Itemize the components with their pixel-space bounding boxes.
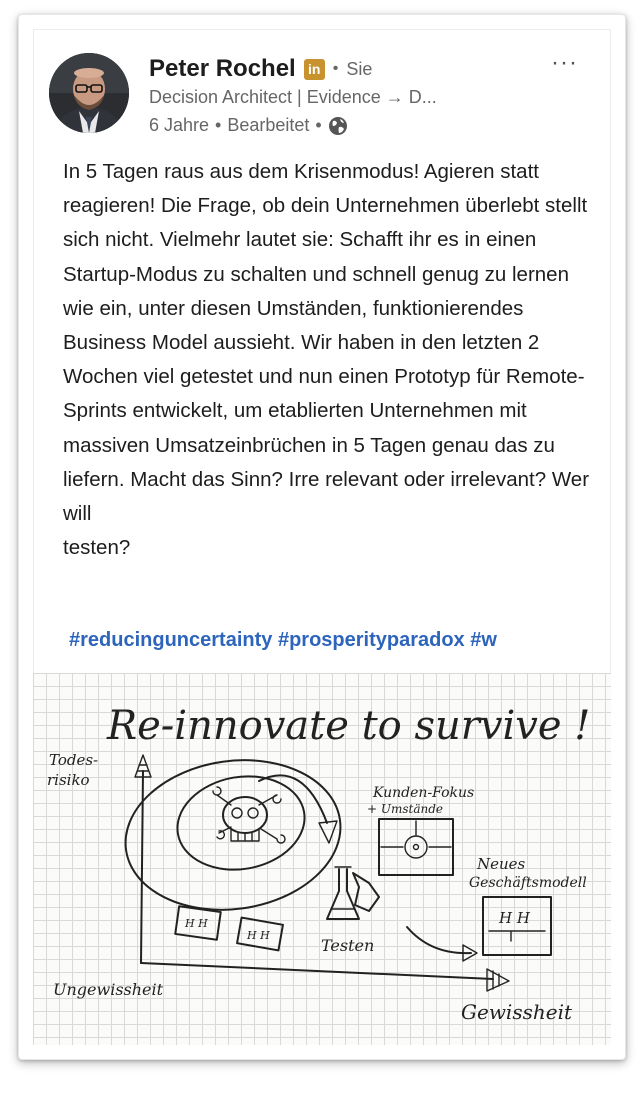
exit-arrowhead bbox=[319, 821, 337, 843]
hashtag-list bbox=[69, 629, 587, 652]
testing-label: Testen bbox=[321, 936, 375, 955]
customer-focus-label: + Umstände bbox=[367, 802, 444, 816]
avatar-photo bbox=[49, 53, 129, 133]
avatar[interactable] bbox=[49, 53, 129, 133]
target-center bbox=[414, 845, 419, 850]
hashtag-link[interactable]: #prosperityparadox bbox=[277, 629, 465, 651]
globe-icon bbox=[328, 116, 348, 136]
relation-label: Sie bbox=[346, 58, 373, 79]
small-card-2 bbox=[237, 918, 283, 951]
flask-icon bbox=[327, 867, 379, 919]
more-options-button[interactable]: ··· bbox=[551, 49, 578, 76]
author-name[interactable]: Peter Rochel bbox=[149, 55, 296, 82]
target-lines bbox=[381, 821, 451, 847]
progress-arrow bbox=[407, 927, 471, 953]
author-row bbox=[149, 55, 372, 83]
x-axis bbox=[141, 963, 493, 979]
target-icon bbox=[405, 836, 427, 858]
hashtag-link[interactable]: #reducinguncertainty bbox=[69, 629, 273, 651]
x-axis-arrow bbox=[487, 969, 509, 991]
new-model-mark: H H bbox=[499, 909, 530, 927]
sketch-drawing bbox=[33, 673, 611, 1045]
separator-dot: • bbox=[315, 115, 322, 135]
post-meta bbox=[149, 115, 348, 136]
separator-dot: • bbox=[215, 115, 222, 135]
post-card bbox=[18, 14, 626, 1060]
edited-label: Bearbeitet bbox=[227, 115, 310, 135]
x-axis-label-right: Gewissheit bbox=[461, 1000, 573, 1024]
author-headline: Decision Architect | Evidence → D... bbox=[149, 87, 437, 107]
linkedin-icon: in bbox=[304, 59, 325, 80]
post-age[interactable]: 6 Jahre bbox=[149, 115, 210, 135]
y-axis-label: risiko bbox=[47, 771, 90, 789]
inner-crisis-circle bbox=[170, 767, 312, 880]
separator-dot: • bbox=[332, 60, 339, 77]
small-card-1 bbox=[175, 906, 220, 940]
x-axis-label-left: Ungewissheit bbox=[53, 980, 164, 999]
post-text bbox=[63, 155, 591, 565]
hashtag-link[interactable]: #w bbox=[470, 629, 497, 651]
skull-icon bbox=[213, 787, 285, 843]
small-card-mark: H H bbox=[247, 929, 270, 942]
post-paragraph: testen? bbox=[63, 536, 131, 560]
outer-crisis-circle bbox=[116, 747, 350, 924]
new-model-label: Neues bbox=[477, 855, 526, 873]
small-card-mark: H H bbox=[185, 917, 208, 930]
customer-focus-label: Kunden-Fokus bbox=[373, 785, 475, 801]
sketch-title: Re-innovate to survive ! bbox=[107, 703, 591, 749]
y-axis bbox=[141, 771, 143, 963]
post-image[interactable] bbox=[33, 673, 611, 1045]
y-axis-label: Todes- bbox=[49, 751, 99, 769]
new-model-lines bbox=[489, 931, 545, 941]
post-paragraph: In 5 Tagen raus aus dem Krisenmodus! Agieren statt reagieren! Die Frage, ob dein Unternehmen überlebt stellt sich nicht. Vielmehr lautet sie: Schafft ihr es in einen Startup-Modus zu schalten und schnell genug zu lernen wie ein, unter diesen Umständen, funktionierendes Business Model aussieht. Wir haben in den letzten 2 Wochen viel getestet und nun einen Prototyp für Remote-Sprints entwickelt, um etablierten Unternehmen mit massiven Umsatzeinbrüchen in 5 Tagen genau das zu liefern. Macht das Sinn? Irre relevant oder irrelevant? Wer will bbox=[63, 160, 590, 526]
new-model-label: Geschäftsmodell bbox=[469, 875, 587, 891]
